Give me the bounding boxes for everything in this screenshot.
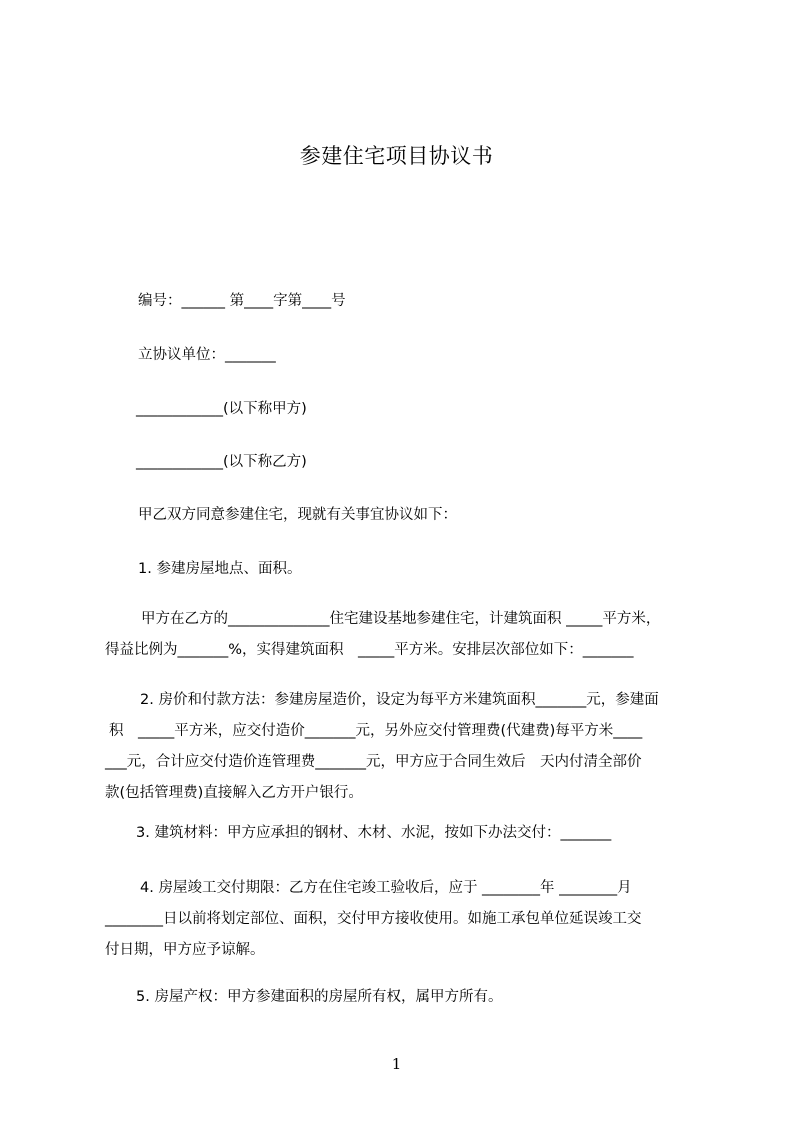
clause-2-body: [105, 685, 710, 809]
clause-3-line-1: 3. 建筑材料：甲方应承担的钢材、木材、水泥，按如下办法交付：_______: [136, 825, 612, 841]
intro-paragraph: 甲乙双方同意参建住宅，现就有关事宜协议如下：: [138, 507, 457, 523]
document-title: 参建住宅项目协议书: [299, 144, 494, 168]
party-a-line: ____________(以下称甲方): [136, 401, 307, 417]
clause-1-line-1: 甲方在乙方的______________住宅建设基地参建住宅，计建筑面积 _____平方米，: [141, 611, 661, 627]
clause-5-line-1: 5. 房屋产权：甲方参建面积的房屋所有权，属甲方所有。: [136, 989, 503, 1005]
clause-4-line-2: ________日以前将划定部位、面积，交付甲方接收使用。如施工承包单位延误竣工交: [105, 911, 642, 927]
clause-1-heading: 1. 参建房屋地点、面积。: [138, 561, 302, 577]
page-number: 1: [391, 1055, 402, 1073]
number-line: 编号：______ 第____字第____号: [138, 293, 346, 309]
clause-2-line-4: 款(包括管理费)直接解入乙方开户银行。: [105, 785, 363, 801]
clause-1-body: [105, 604, 710, 666]
clause-4-body: [105, 873, 710, 966]
party-b-line: ____________(以下称乙方): [136, 454, 307, 470]
clause-5-body: [105, 982, 710, 1013]
clause-4-line-1: 4. 房屋竣工交付期限：乙方在住宅竣工验收后，应于 ________年 ________月: [140, 880, 632, 896]
clause-1-line-2: 得益比例为_______%，实得建筑面积 _____平方米。安排层次部位如下：_______: [105, 642, 634, 658]
clause-3-body: [105, 818, 710, 849]
clause-4-line-3: 付日期，甲方应予谅解。: [105, 942, 265, 958]
clause-2-line-3: ___元，合计应交付造价连管理费_______元，甲方应于合同生效后 天内付清全部价: [105, 754, 642, 770]
unit-line: 立协议单位：_______: [138, 347, 276, 363]
clause-2-line-1: 2. 房价和付款方法：参建房屋造价，设定为每平方米建筑面积_______元，参建面: [140, 692, 659, 708]
clause-2-line-2: 积 _____平方米，应交付造价_______元，另外应交付管理费(代建费)每平方米____: [109, 723, 643, 739]
